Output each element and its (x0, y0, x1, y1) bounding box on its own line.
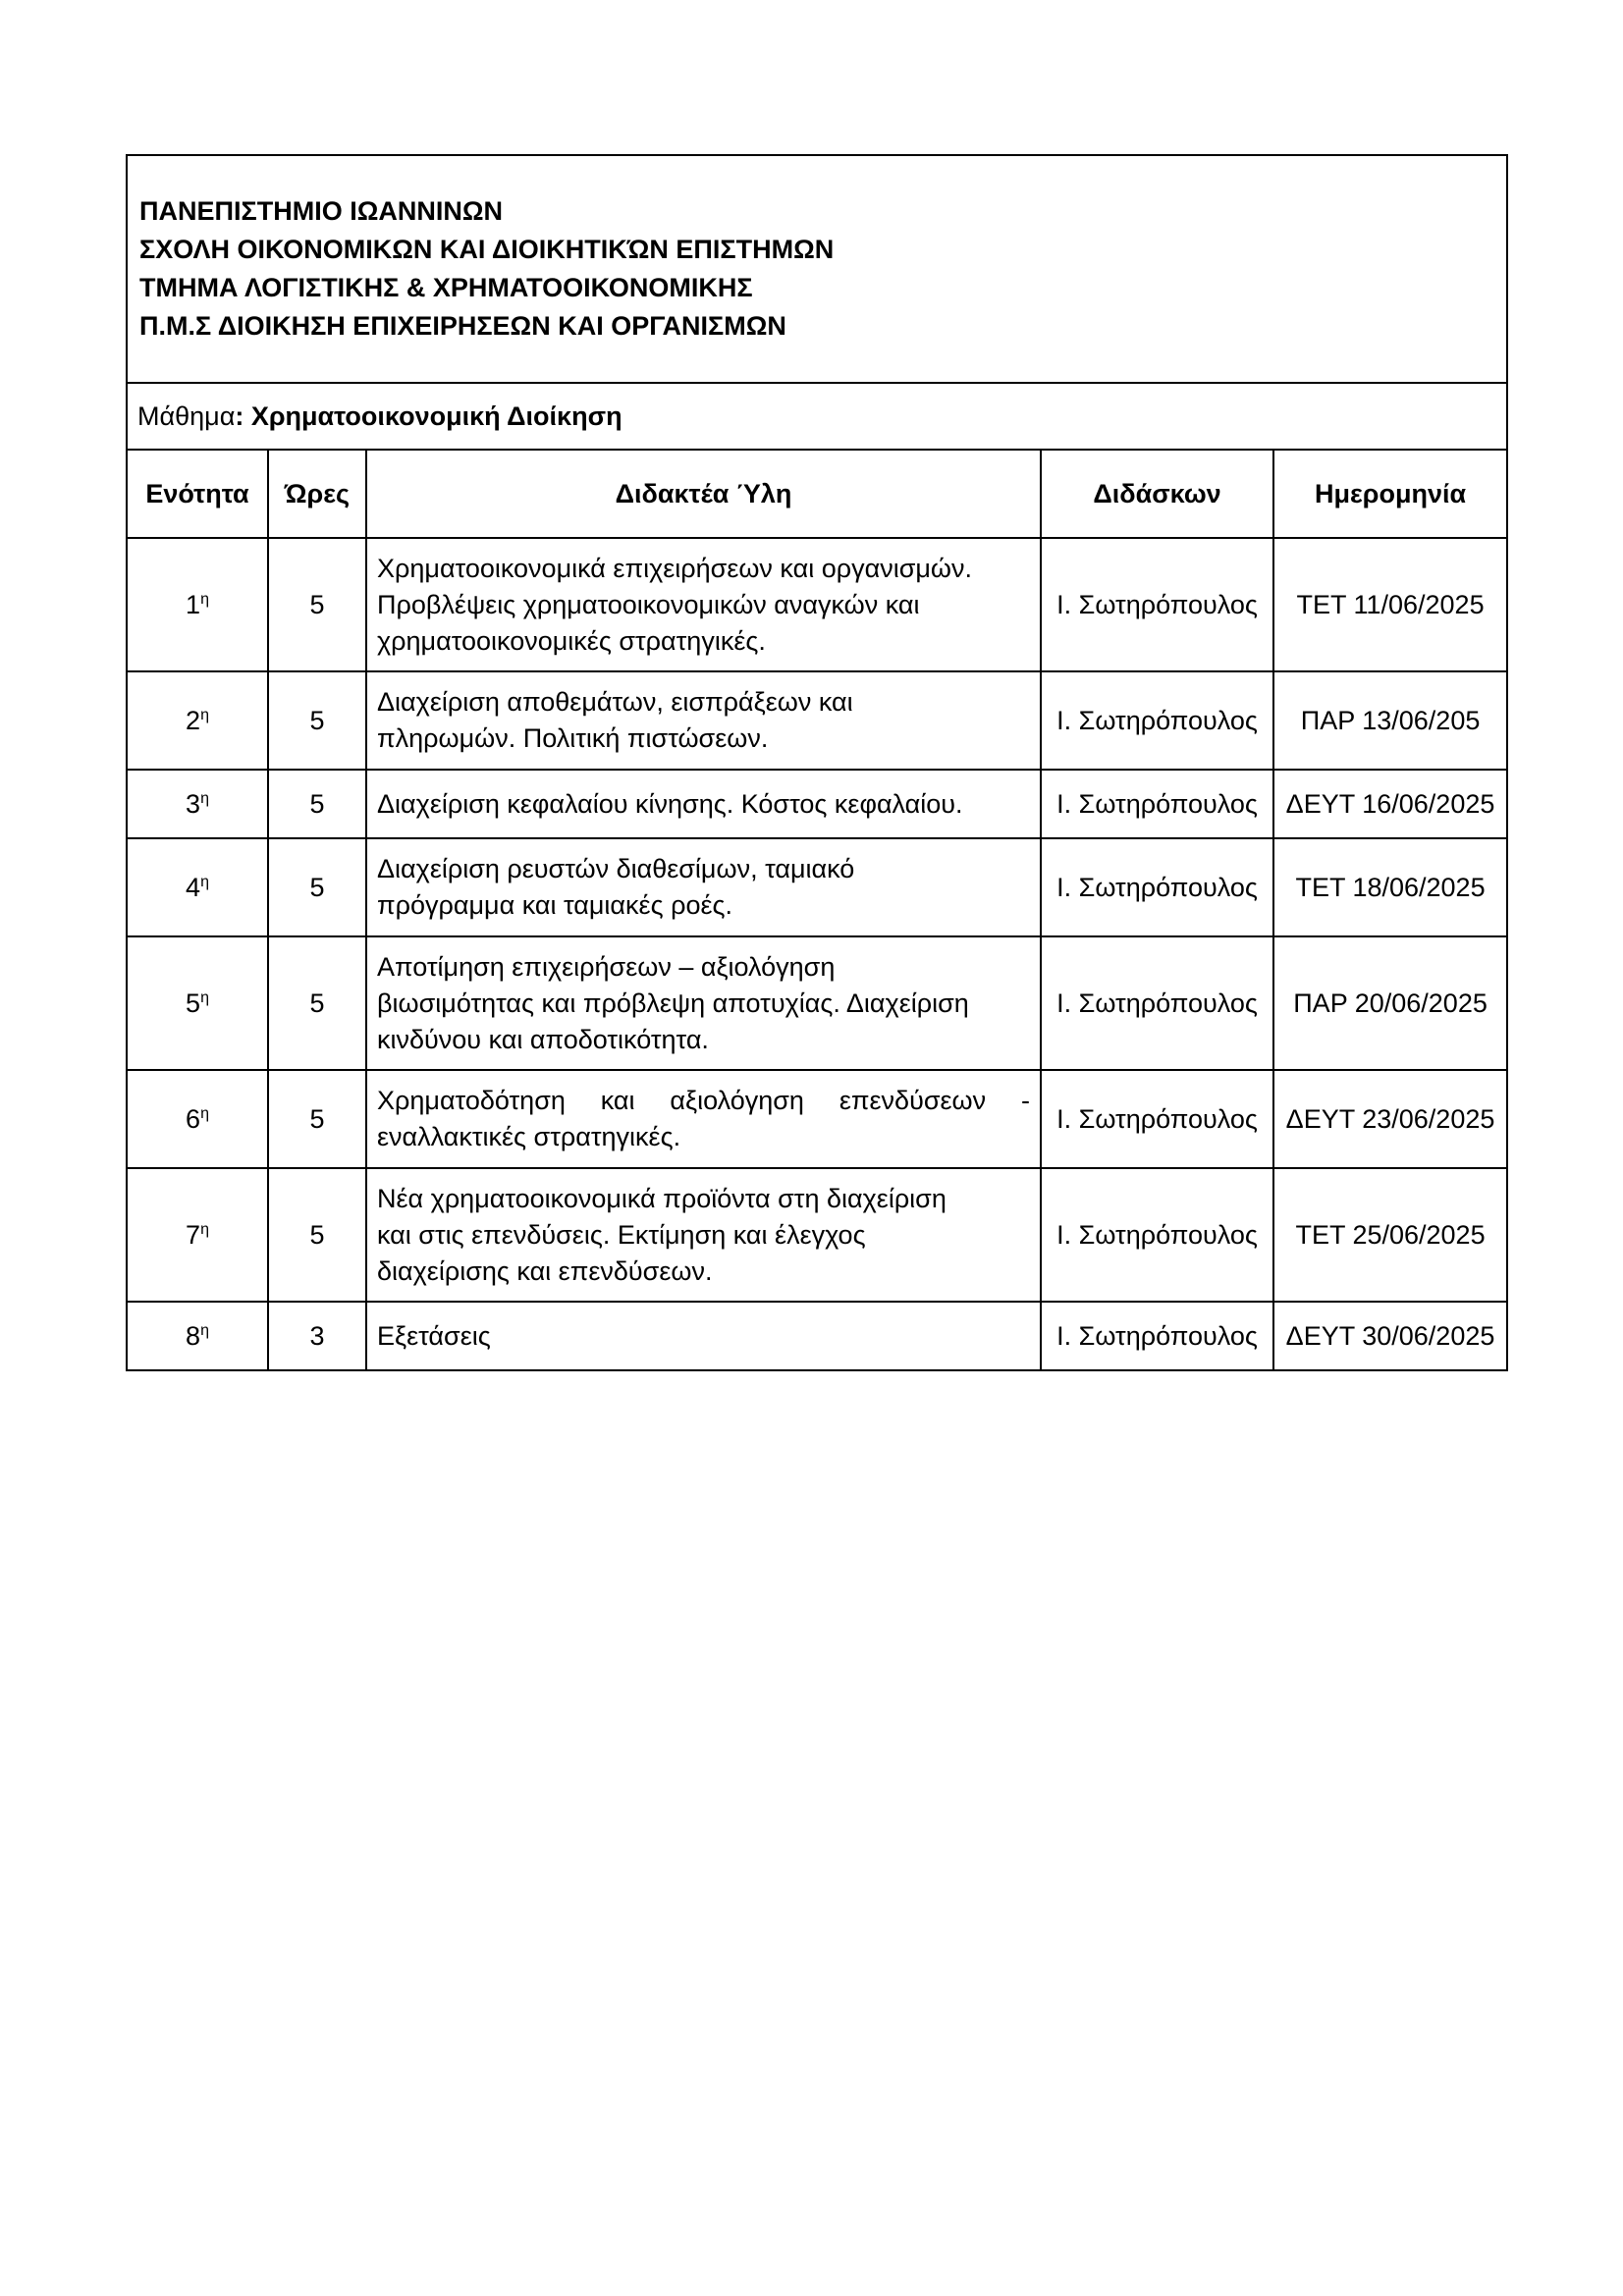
table-row (127, 936, 1507, 1070)
unit-number: 2 (186, 705, 201, 735)
topic-line: Χρηματοδότηση και αξιολόγηση επενδύσεων - (377, 1086, 1030, 1115)
teacher-cell: Ι. Σωτηρόπουλος (1041, 1168, 1273, 1302)
topic-cell (366, 538, 1041, 671)
topic-cell (366, 1070, 1041, 1168)
topic-line: και στις επενδύσεις. Εκτίμηση και έλεγχος (377, 1219, 866, 1250)
topic-cell (366, 770, 1041, 838)
date-cell: ΤΕΤ 18/06/2025 (1273, 838, 1507, 936)
hours-cell: 5 (268, 671, 366, 770)
topic-line: Διαχείριση ρευστών διαθεσίμων, ταμιακό (377, 854, 855, 883)
topic-line: Προβλέψεις χρηματοοικονομικών αναγκών και (377, 589, 920, 619)
university-name: ΠΑΝΕΠΙΣΤΗΜΙΟ ΙΩΑΝΝΙΝΩΝ (139, 196, 503, 226)
teacher-cell: Ι. Σωτηρόπουλος (1041, 538, 1273, 671)
unit-number: 8 (186, 1320, 201, 1351)
unit-cell (127, 838, 268, 936)
course-label: Μάθημα (137, 400, 236, 431)
topic-line: εναλλακτικές στρατηγικές. (377, 1122, 681, 1151)
institution-header (127, 155, 1507, 383)
unit-ordinal-suffix: η (200, 1321, 209, 1339)
teacher-cell: Ι. Σωτηρόπουλος (1041, 838, 1273, 936)
topic-line: πρόγραμμα και ταμιακές ροές. (377, 890, 733, 920)
date-cell: ΠΑΡ 20/06/2025 (1273, 936, 1507, 1070)
department-name: ΤΜΗΜΑ ΛΟΓΙΣΤΙΚΗΣ & ΧΡΗΜΑΤΟΟΙΚΟΝΟΜΙΚΗΣ (139, 273, 753, 302)
date-cell: ΠΑΡ 13/06/205 (1273, 671, 1507, 770)
unit-number: 4 (186, 872, 201, 902)
unit-number: 1 (186, 589, 201, 619)
table-row (127, 1302, 1507, 1370)
unit-number: 3 (186, 788, 201, 819)
program-name: Π.Μ.Σ ΔΙΟΙΚΗΣΗ ΕΠΙΧΕΙΡΗΣΕΩΝ ΚΑΙ ΟΡΓΑΝΙΣΜΩΝ (139, 311, 786, 341)
column-header-row (127, 450, 1507, 538)
unit-ordinal-suffix: η (200, 1104, 209, 1122)
institution-header-row (127, 155, 1507, 383)
topic-line: κινδύνου και αποδοτικότητα. (377, 1024, 709, 1054)
schedule-table (126, 154, 1508, 1371)
column-header-teacher: Διδάσκων (1041, 450, 1273, 538)
table-row (127, 538, 1507, 671)
unit-cell (127, 770, 268, 838)
topic-line: Νέα χρηματοοικονομικά προϊόντα στη διαχείριση (377, 1183, 947, 1213)
topic-line: Αποτίμηση επιχειρήσεων – αξιολόγηση (377, 951, 836, 982)
unit-number: 5 (186, 988, 201, 1018)
topic-line: Διαχείριση αποθεμάτων, εισπράξεων και (377, 687, 853, 717)
course-name: Χρηματοοικονομική Διοίκηση (250, 400, 622, 431)
hours-cell: 5 (268, 538, 366, 671)
date-cell: ΔΕΥΤ 16/06/2025 (1273, 770, 1507, 838)
date-cell: ΤΕΤ 25/06/2025 (1273, 1168, 1507, 1302)
teacher-cell: Ι. Σωτηρόπουλος (1041, 671, 1273, 770)
table-row (127, 1168, 1507, 1302)
column-header-unit: Ενότητα (127, 450, 268, 538)
topic-line: βιωσιμότητας και πρόβλεψη αποτυχίας. Διαχείριση (377, 988, 969, 1018)
unit-cell (127, 1070, 268, 1168)
unit-number: 6 (186, 1103, 201, 1134)
table-row (127, 671, 1507, 770)
topic-line: Εξετάσεις (377, 1320, 491, 1351)
hours-cell: 5 (268, 1070, 366, 1168)
teacher-cell: Ι. Σωτηρόπουλος (1041, 1302, 1273, 1370)
unit-cell (127, 1168, 268, 1302)
unit-cell (127, 1302, 268, 1370)
date-cell: ΔΕΥΤ 23/06/2025 (1273, 1070, 1507, 1168)
hours-cell: 5 (268, 838, 366, 936)
teacher-cell: Ι. Σωτηρόπουλος (1041, 1070, 1273, 1168)
course-cell (127, 383, 1507, 450)
document-page (126, 154, 1506, 1371)
column-header-topic: Διδακτέα Ύλη (366, 450, 1041, 538)
date-cell: ΤΕΤ 11/06/2025 (1273, 538, 1507, 671)
course-row (127, 383, 1507, 450)
topic-line: χρηματοοικονομικές στρατηγικές. (377, 625, 766, 656)
table-row (127, 770, 1507, 838)
unit-ordinal-suffix: η (200, 706, 209, 723)
unit-number: 7 (186, 1219, 201, 1250)
unit-ordinal-suffix: η (200, 1220, 209, 1238)
unit-cell (127, 538, 268, 671)
teacher-cell: Ι. Σωτηρόπουλος (1041, 770, 1273, 838)
hours-cell: 5 (268, 770, 366, 838)
date-cell: ΔΕΥΤ 30/06/2025 (1273, 1302, 1507, 1370)
teacher-cell: Ι. Σωτηρόπουλος (1041, 936, 1273, 1070)
column-header-date: Ημερομηνία (1273, 450, 1507, 538)
school-name: ΣΧΟΛΗ ΟΙΚΟΝΟΜΙΚΩΝ ΚΑΙ ΔΙΟΙΚΗΤΙΚΏΝ ΕΠΙΣΤΗΜΩΝ (139, 235, 835, 264)
table-row (127, 838, 1507, 936)
topic-cell (366, 1168, 1041, 1302)
topic-line: Χρηματοοικονομικά επιχειρήσεων και οργανισμών. (377, 553, 972, 583)
table-row (127, 1070, 1507, 1168)
topic-cell (366, 671, 1041, 770)
hours-cell: 3 (268, 1302, 366, 1370)
unit-ordinal-suffix: η (200, 988, 209, 1006)
column-header-hours: Ώρες (268, 450, 366, 538)
topic-line: πληρωμών. Πολιτική πιστώσεων. (377, 723, 769, 753)
course-colon: : (235, 400, 251, 431)
topic-line: διαχείρισης και επενδύσεων. (377, 1255, 713, 1286)
unit-ordinal-suffix: η (200, 789, 209, 807)
unit-cell (127, 671, 268, 770)
topic-cell (366, 838, 1041, 936)
unit-cell (127, 936, 268, 1070)
hours-cell: 5 (268, 936, 366, 1070)
topic-cell (366, 1302, 1041, 1370)
topic-line: Διαχείριση κεφαλαίου κίνησης. Κόστος κεφαλαίου. (377, 788, 963, 819)
unit-ordinal-suffix: η (200, 590, 209, 608)
unit-ordinal-suffix: η (200, 873, 209, 890)
hours-cell: 5 (268, 1168, 366, 1302)
topic-cell (366, 936, 1041, 1070)
